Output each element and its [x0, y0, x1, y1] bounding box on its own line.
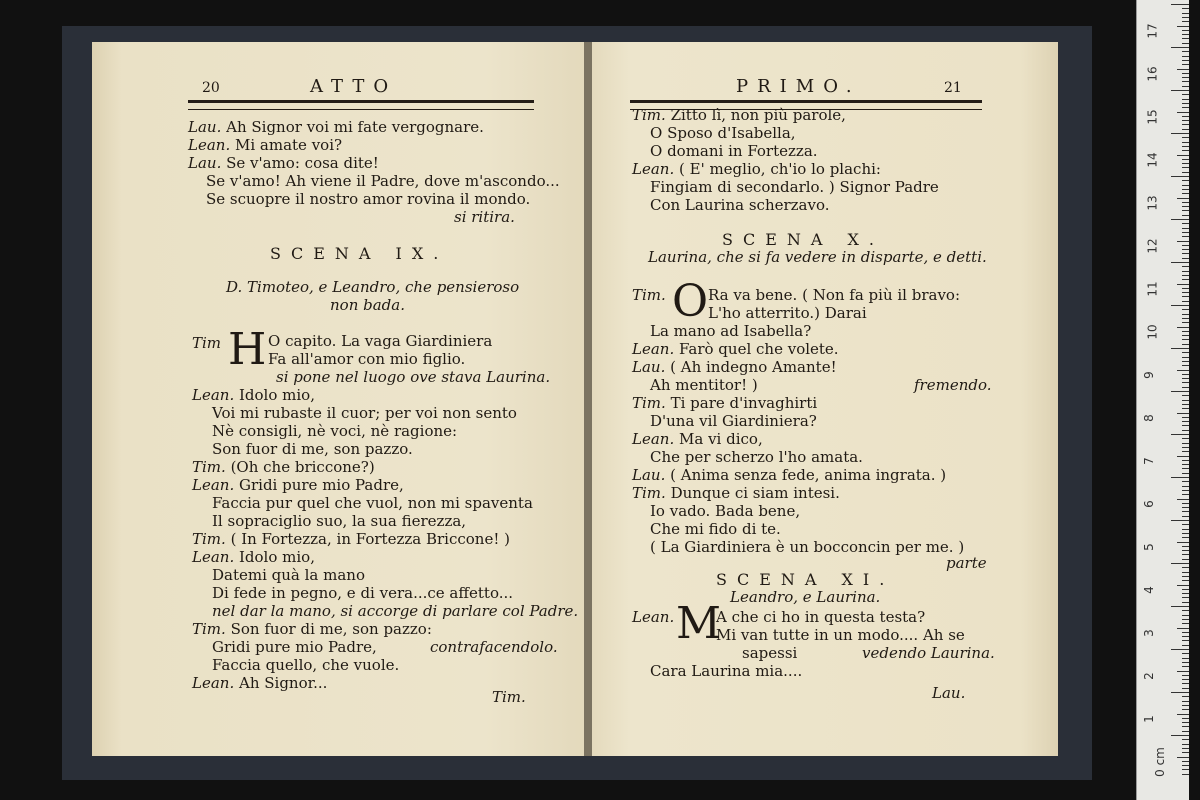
ruler-tick: [1182, 636, 1189, 637]
ruler-tick: [1182, 451, 1189, 452]
ruler-tick: [1182, 464, 1189, 465]
right-line: La mano ad Isabella?: [650, 322, 812, 340]
ruler-tick: [1182, 516, 1189, 517]
ruler-label: 6: [1141, 500, 1156, 508]
ruler-tick: [1182, 597, 1189, 598]
right-page: [592, 42, 1058, 756]
right-line: Con Laurina scherzavo.: [650, 196, 830, 214]
ruler-tick: [1182, 705, 1189, 706]
right-scene-cast: Laurina, che si fa vedere in disparte, e detti.: [648, 248, 987, 266]
ruler-tick: [1177, 714, 1189, 715]
right-line: O Sposo d'Isabella,: [650, 124, 796, 142]
right-catchword: Lau.: [932, 684, 966, 702]
ruler-tick: [1171, 305, 1189, 306]
ruler-label: 14: [1145, 152, 1160, 168]
ruler-tick: [1182, 473, 1189, 474]
ruler-tick: [1177, 757, 1189, 758]
ruler-tick: [1177, 241, 1189, 242]
right-line: D'una vil Giardiniera?: [650, 412, 817, 430]
right-line: Fingiam di secondarlo. ) Signor Padre: [650, 178, 939, 196]
right-scene-heading: SCENA XI.: [716, 570, 895, 589]
left-line: Faccia quello, che vuole.: [212, 656, 400, 674]
right-stage-direction: vedendo Laurina.: [862, 644, 995, 662]
ruler-tick: [1182, 120, 1189, 121]
left-line: Tim. (Oh che briccone?): [192, 458, 375, 476]
ruler-tick: [1171, 133, 1189, 134]
ruler-tick: [1182, 653, 1189, 654]
ruler-tick: [1182, 103, 1189, 104]
ruler-tick: [1182, 150, 1189, 151]
ruler-tick: [1182, 666, 1189, 667]
left-line: Di fede in pegno, e di vera...ce affetto...: [212, 584, 514, 602]
ruler-tick: [1182, 146, 1189, 147]
ruler-tick: [1182, 116, 1189, 117]
ruler-tick: [1182, 94, 1189, 95]
left-catchword: Tim.: [492, 688, 526, 706]
left-line: Lean. Ah Signor...: [192, 674, 328, 692]
right-line: A che ci ho in questa testa?: [716, 608, 926, 626]
left-line: Datemi quà la mano: [212, 566, 366, 584]
ruler-tick: [1182, 602, 1189, 603]
left-line: Lean. Mi amate voi?: [188, 136, 343, 154]
right-line: Lean. ( E' meglio, ch'io lo plachi:: [632, 160, 881, 178]
ruler-tick: [1182, 546, 1189, 547]
ruler-tick: [1182, 357, 1189, 358]
right-line: Tim. Ti pare d'invaghirti: [632, 394, 818, 412]
right-line: Ra va bene. ( Non fa più il bravo:: [708, 286, 961, 304]
ruler-tick: [1182, 314, 1189, 315]
right-scene-cast: Leandro, e Laurina.: [730, 588, 881, 606]
right-line: sapessi: [742, 644, 798, 662]
ruler-tick: [1182, 258, 1189, 259]
left-stage-direction: si ritira.: [454, 208, 515, 226]
ruler-tick: [1182, 731, 1189, 732]
ruler-tick: [1182, 378, 1189, 379]
ruler-tick: [1182, 81, 1189, 82]
left-line: Tim: [192, 334, 222, 352]
ruler-tick: [1177, 112, 1189, 113]
left-running-head: ATTO: [310, 76, 398, 97]
ruler-tick: [1182, 60, 1189, 61]
ruler-tick: [1182, 726, 1189, 727]
ruler-tick: [1182, 13, 1189, 14]
ruler-tick: [1182, 593, 1189, 594]
ruler-tick: [1182, 425, 1189, 426]
ruler-tick: [1171, 176, 1189, 177]
ruler-tick: [1182, 365, 1189, 366]
ruler-tick: [1182, 619, 1189, 620]
ruler-tick: [1182, 245, 1189, 246]
ruler-tick: [1177, 284, 1189, 285]
ruler-tick: [1182, 361, 1189, 362]
ruler-tick: [1182, 202, 1189, 203]
ruler-tick: [1182, 331, 1189, 332]
right-line: Lean. Ma vi dico,: [632, 430, 763, 448]
ruler-tick: [1182, 73, 1189, 74]
measuring-ruler: [1136, 0, 1189, 800]
right-line: O domani in Fortezza.: [650, 142, 818, 160]
ruler-tick: [1182, 524, 1189, 525]
ruler-tick: [1182, 507, 1189, 508]
ruler-tick: [1182, 279, 1189, 280]
right-stage-direction: parte: [946, 554, 987, 572]
ruler-tick: [1182, 550, 1189, 551]
ruler-tick: [1182, 301, 1189, 302]
right-line: Che per scherzo l'ho amata.: [650, 448, 863, 466]
ruler-tick: [1182, 99, 1189, 100]
ruler-tick: [1182, 533, 1189, 534]
ruler-tick: [1171, 4, 1189, 5]
left-line: Lau. Ah Signor voi mi fate vergognare.: [188, 118, 484, 136]
ruler-tick: [1182, 43, 1189, 44]
ruler-tick: [1182, 662, 1189, 663]
ruler-tick: [1182, 576, 1189, 577]
ruler-label: 8: [1141, 414, 1156, 422]
ruler-tick: [1182, 696, 1189, 697]
ruler-tick: [1182, 774, 1189, 775]
ruler-tick: [1182, 486, 1189, 487]
right-line: L'ho atterrito.) Darai: [708, 304, 867, 322]
ruler-tick: [1182, 86, 1189, 87]
ruler-tick: [1171, 735, 1189, 736]
ruler-tick: [1182, 124, 1189, 125]
ruler-tick: [1182, 658, 1189, 659]
left-page-number: 20: [202, 80, 220, 96]
ruler-tick: [1182, 421, 1189, 422]
ruler-label: 9: [1141, 371, 1156, 379]
right-line: Io vado. Bada bene,: [650, 502, 801, 520]
ruler-tick: [1182, 374, 1189, 375]
ruler-tick: [1182, 64, 1189, 65]
ruler-label: 11: [1145, 281, 1160, 297]
ruler-tick: [1182, 34, 1189, 35]
ruler-tick: [1182, 511, 1189, 512]
ruler-tick: [1182, 292, 1189, 293]
ruler-tick: [1182, 185, 1189, 186]
ruler-tick: [1182, 288, 1189, 289]
ruler-tick: [1182, 752, 1189, 753]
left-scene-heading: SCENA IX.: [270, 244, 449, 263]
left-line: Voi mi rubaste il cuor; per voi non sento: [212, 404, 517, 422]
ruler-tick: [1171, 434, 1189, 435]
ruler-tick: [1182, 468, 1189, 469]
ruler-tick: [1171, 520, 1189, 521]
left-line: Gridi pure mio Padre,: [212, 638, 377, 656]
right-line: Tim. Zitto lì, non più parole,: [632, 106, 846, 124]
left-page: [92, 42, 584, 756]
left-stage-direction: si pone nel luogo ove stava Laurina.: [276, 368, 551, 386]
ruler-tick: [1171, 348, 1189, 349]
ruler-tick: [1182, 408, 1189, 409]
right-line: Che mi fido di te.: [650, 520, 781, 538]
left-line: Se scuopre il nostro amor rovina il mondo.: [206, 190, 531, 208]
left-line: Nè consigli, nè voci, nè ragione:: [212, 422, 458, 440]
ruler-label: 0 cm: [1152, 747, 1167, 777]
left-line: Il sopraciglio suo, la sua fierezza,: [212, 512, 467, 530]
ruler-tick: [1182, 765, 1189, 766]
left-line: Lean. Idolo mio,: [192, 386, 315, 404]
ruler-tick: [1171, 262, 1189, 263]
right-line: Mi van tutte in un modo.... Ah se: [716, 626, 965, 644]
right-line: Ah mentitor! ): [650, 376, 758, 394]
ruler-tick: [1182, 223, 1189, 224]
ruler-tick: [1182, 309, 1189, 310]
ruler-tick: [1182, 38, 1189, 39]
ruler-tick: [1182, 253, 1189, 254]
ruler-tick: [1182, 537, 1189, 538]
ruler-tick: [1171, 219, 1189, 220]
left-stage-direction: nel dar la mano, si accorge di parlare col Padre.: [212, 602, 579, 620]
ruler-tick: [1182, 443, 1189, 444]
ruler-tick: [1182, 709, 1189, 710]
ruler-tick: [1182, 701, 1189, 702]
ruler-tick: [1171, 649, 1189, 650]
ruler-tick: [1182, 460, 1189, 461]
ruler-label: 2: [1141, 672, 1156, 680]
ruler-tick: [1182, 675, 1189, 676]
ruler-tick: [1182, 554, 1189, 555]
ruler-tick: [1182, 417, 1189, 418]
left-line: Se v'amo! Ah viene il Padre, dove m'ascondo...: [206, 172, 560, 190]
ruler-tick: [1182, 180, 1189, 181]
left-line: Lean. Gridi pure mio Padre,: [192, 476, 404, 494]
ruler-label: 1: [1141, 715, 1156, 723]
ruler-tick: [1171, 692, 1189, 693]
ruler-tick: [1171, 47, 1189, 48]
ruler-tick: [1182, 167, 1189, 168]
right-line: Cara Laurina mia....: [650, 662, 803, 680]
ruler-tick: [1182, 683, 1189, 684]
ruler-tick: [1182, 271, 1189, 272]
ruler-tick: [1182, 718, 1189, 719]
left-header-rule: [188, 100, 534, 110]
ruler-label: 12: [1145, 238, 1160, 254]
ruler-label: 10: [1145, 324, 1160, 340]
ruler-tick: [1182, 232, 1189, 233]
ruler-tick: [1182, 615, 1189, 616]
ruler-tick: [1177, 155, 1189, 156]
ruler-tick: [1182, 688, 1189, 689]
right-line: Tim. Dunque ci siam intesi.: [632, 484, 840, 502]
right-line: Lean.: [632, 608, 675, 626]
ruler-tick: [1182, 266, 1189, 267]
right-stage-direction: fremendo.: [914, 376, 992, 394]
ruler-label: 5: [1141, 543, 1156, 551]
ruler-tick: [1182, 769, 1189, 770]
ruler-tick: [1182, 344, 1189, 345]
ruler-tick: [1177, 542, 1189, 543]
right-line: Tim.: [632, 286, 666, 304]
ruler-tick: [1177, 370, 1189, 371]
ruler-tick: [1182, 481, 1189, 482]
ruler-tick: [1182, 400, 1189, 401]
ruler-tick: [1182, 322, 1189, 323]
ruler-tick: [1182, 722, 1189, 723]
left-scene-cast: D. Timoteo, e Leandro, che pensieroso: [226, 278, 520, 296]
ruler-tick: [1182, 142, 1189, 143]
ruler-tick: [1182, 490, 1189, 491]
ruler-tick: [1182, 679, 1189, 680]
left-line: Lean. Idolo mio,: [192, 548, 315, 566]
ruler-tick: [1171, 391, 1189, 392]
ruler-label: 3: [1141, 629, 1156, 637]
ruler-tick: [1182, 438, 1189, 439]
left-scene-cast: non bada.: [330, 296, 405, 314]
ruler-tick: [1182, 387, 1189, 388]
ruler-tick: [1182, 296, 1189, 297]
ruler-tick: [1182, 640, 1189, 641]
ruler-tick: [1182, 739, 1189, 740]
ruler-label: 4: [1141, 586, 1156, 594]
ruler-tick: [1182, 21, 1189, 22]
ruler-tick: [1182, 430, 1189, 431]
ruler-tick: [1182, 335, 1189, 336]
ruler-tick: [1177, 628, 1189, 629]
ruler-tick: [1182, 215, 1189, 216]
ruler-tick: [1182, 589, 1189, 590]
ruler-tick: [1182, 645, 1189, 646]
ruler-tick: [1182, 404, 1189, 405]
right-line: Lau. ( Anima senza fede, anima ingrata. ): [632, 466, 947, 484]
ruler-tick: [1182, 172, 1189, 173]
ruler-tick: [1182, 228, 1189, 229]
drop-cap: M: [676, 598, 722, 649]
drop-cap: H: [228, 324, 267, 375]
ruler-tick: [1182, 189, 1189, 190]
ruler-label: 7: [1141, 457, 1156, 465]
ruler-tick: [1182, 17, 1189, 18]
ruler-tick: [1171, 606, 1189, 607]
ruler-tick: [1177, 456, 1189, 457]
ruler-tick: [1182, 8, 1189, 9]
ruler-label: 13: [1145, 195, 1160, 211]
ruler-tick: [1182, 163, 1189, 164]
ruler-tick: [1177, 198, 1189, 199]
ruler-tick: [1182, 382, 1189, 383]
left-line: O capito. La vaga Giardiniera: [268, 332, 493, 350]
ruler-tick: [1182, 51, 1189, 52]
ruler-tick: [1182, 206, 1189, 207]
left-line: Tim. ( In Fortezza, in Fortezza Briccone! ): [192, 530, 510, 548]
left-stage-direction: contrafacendolo.: [430, 638, 558, 656]
ruler-tick: [1182, 159, 1189, 160]
ruler-tick: [1182, 632, 1189, 633]
ruler-tick: [1182, 137, 1189, 138]
left-line: Faccia pur quel che vuol, non mi spaventa: [212, 494, 533, 512]
drop-cap: O: [672, 276, 709, 327]
ruler-tick: [1182, 236, 1189, 237]
ruler-tick: [1182, 352, 1189, 353]
ruler-tick: [1177, 69, 1189, 70]
ruler-tick: [1182, 339, 1189, 340]
ruler-tick: [1177, 585, 1189, 586]
ruler-tick: [1182, 623, 1189, 624]
ruler-tick: [1182, 503, 1189, 504]
left-line: Fa all'amor con mio figlio.: [268, 350, 466, 368]
left-line: Lau. Se v'amo: cosa dite!: [188, 154, 379, 172]
right-line: Lau. ( Ah indegno Amante!: [632, 358, 837, 376]
right-running-head: PRIMO.: [736, 76, 861, 97]
ruler-tick: [1182, 761, 1189, 762]
ruler-tick: [1182, 318, 1189, 319]
ruler-tick: [1171, 477, 1189, 478]
ruler-tick: [1182, 210, 1189, 211]
ruler-tick: [1182, 395, 1189, 396]
ruler-tick: [1182, 494, 1189, 495]
right-line: ( La Giardiniera è un bocconcin per me. ): [650, 538, 965, 556]
ruler-tick: [1177, 327, 1189, 328]
ruler-tick: [1182, 77, 1189, 78]
ruler-tick: [1182, 249, 1189, 250]
ruler-tick: [1182, 580, 1189, 581]
ruler-tick: [1171, 563, 1189, 564]
ruler-tick: [1182, 572, 1189, 573]
left-line: Tim. Son fuor di me, son pazzo:: [192, 620, 432, 638]
ruler-tick: [1182, 610, 1189, 611]
ruler-tick: [1182, 107, 1189, 108]
ruler-tick: [1182, 56, 1189, 57]
ruler-tick: [1182, 275, 1189, 276]
ruler-tick: [1182, 193, 1189, 194]
book-gutter: [584, 42, 592, 756]
ruler-tick: [1182, 748, 1189, 749]
ruler-label: 16: [1145, 66, 1160, 82]
right-page-number: 21: [944, 80, 962, 96]
ruler-label: 15: [1145, 109, 1160, 125]
ruler-tick: [1177, 413, 1189, 414]
ruler-tick: [1182, 744, 1189, 745]
ruler-tick: [1177, 671, 1189, 672]
ruler-tick: [1182, 567, 1189, 568]
right-scene-heading: SCENA X.: [722, 230, 884, 249]
left-line: Son fuor di me, son pazzo.: [212, 440, 413, 458]
ruler-tick: [1182, 129, 1189, 130]
ruler-tick: [1182, 529, 1189, 530]
ruler-tick: [1182, 559, 1189, 560]
ruler-label: 17: [1145, 23, 1160, 39]
ruler-tick: [1177, 499, 1189, 500]
ruler-tick: [1182, 447, 1189, 448]
ruler-tick: [1171, 90, 1189, 91]
ruler-tick: [1182, 30, 1189, 31]
right-line: Lean. Farò quel che volete.: [632, 340, 839, 358]
ruler-tick: [1177, 26, 1189, 27]
